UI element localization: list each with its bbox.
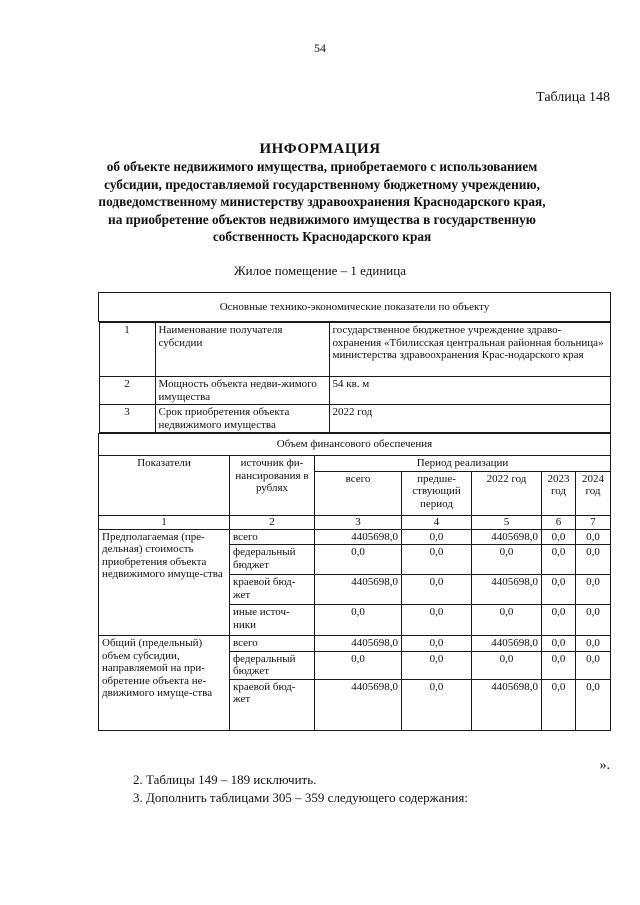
value-2022: 0,0 [472, 651, 542, 679]
value-2022: 0,0 [472, 545, 542, 575]
value-total: 0,0 [315, 545, 402, 575]
header-total: всего [315, 471, 402, 515]
subtitle-line: об объекте недвижимого имущества, приобретаемого с использованием [106, 159, 538, 174]
value-2022: 4405698,0 [472, 636, 542, 652]
source-cell: всего [230, 636, 315, 652]
column-number: 3 [315, 515, 402, 529]
value-previous: 0,0 [402, 651, 472, 679]
value-previous: 0,0 [402, 679, 472, 730]
column-number: 1 [99, 515, 230, 529]
header-2023: 2023 год [542, 471, 576, 515]
row-label: Срок приобретения объекта недвижимого имущества [155, 405, 329, 433]
value-2023: 0,0 [542, 545, 576, 575]
document-title: ИНФОРМАЦИЯ [259, 141, 381, 157]
table-label: Таблица 148 [536, 90, 610, 105]
header-indicators: Показатели [99, 456, 230, 516]
row-number: 2 [99, 377, 155, 405]
source-cell: федеральный бюджет [230, 651, 315, 679]
value-previous: 0,0 [402, 605, 472, 636]
value-2023: 0,0 [542, 605, 576, 636]
source-cell: федеральный бюджет [230, 545, 315, 575]
row-label: Наименование получателя субсидии [155, 323, 329, 377]
row-value: 2022 год [329, 405, 610, 433]
value-2022: 4405698,0 [472, 679, 542, 730]
value-previous: 0,0 [402, 636, 472, 652]
row-number: 1 [99, 323, 155, 377]
value-2024: 0,0 [576, 605, 611, 636]
value-previous: 0,0 [402, 529, 472, 545]
page-number: 54 [314, 41, 326, 55]
value-2023: 0,0 [542, 679, 576, 730]
value-total: 4405698,0 [315, 575, 402, 605]
value-total: 0,0 [315, 651, 402, 679]
value-2023: 0,0 [542, 529, 576, 545]
closing-quote-mark: ». [599, 758, 610, 773]
subtitle-line: собственность Краснодарского края [212, 229, 432, 244]
column-number-row [99, 515, 611, 529]
amendment-item-2: 2. Таблицы 149 – 189 исключить. [133, 772, 317, 787]
column-number: 2 [230, 515, 315, 529]
header-period: Период реализации [315, 456, 611, 472]
amendment-item-3: 3. Дополнить таблицами 305 – 359 следующего содержания: [133, 790, 468, 805]
section-title-funding: Объем финансового обеспечения [99, 434, 611, 456]
section-header-row [99, 293, 611, 322]
value-2024: 0,0 [576, 679, 611, 730]
value-2022: 0,0 [472, 605, 542, 636]
section-title-indicators: Основные технико-экономические показатели по объекту [99, 293, 611, 322]
column-number: 6 [542, 515, 576, 529]
unit-line: Жилое помещение – 1 единица [233, 263, 406, 278]
value-2023: 0,0 [542, 575, 576, 605]
row-value: государственное бюджетное учреждение здраво-охранения «Тбилисская центральная районная больница» министерства здравоохранения Крас-нодарского края [329, 323, 610, 377]
document-subtitle [92, 158, 552, 246]
row-label: Мощность объекта недви-жимого имущества [155, 377, 329, 405]
value-total: 4405698,0 [315, 529, 402, 545]
value-2023: 0,0 [542, 636, 576, 652]
source-cell: иные источ-ники [230, 605, 315, 636]
info-table [98, 292, 611, 731]
table-row [99, 529, 611, 545]
subtitle-line: субсидии, предоставляемой государственному бюджетному учреждению, [104, 176, 540, 192]
column-number: 4 [402, 515, 472, 529]
header-2024: 2024 год [576, 471, 611, 515]
table-row [99, 322, 611, 434]
value-2022: 4405698,0 [472, 575, 542, 605]
header-row [99, 456, 611, 472]
source-cell: всего [230, 529, 315, 545]
value-2024: 0,0 [576, 545, 611, 575]
header-source: источник фи-нансирования в рублях [230, 456, 315, 516]
table-row [99, 636, 611, 652]
value-2024: 0,0 [576, 651, 611, 679]
value-total: 4405698,0 [315, 636, 402, 652]
value-2022: 4405698,0 [472, 529, 542, 545]
group-label: Предполагаемая (пре-дельная) стоимость приобретения объекта недвижимого имуще-ства [99, 529, 230, 636]
column-number: 5 [472, 515, 542, 529]
header-2022: 2022 год [472, 471, 542, 515]
header-previous: предше-ствующий период [402, 471, 472, 515]
section-header-row [99, 434, 611, 456]
value-2024: 0,0 [576, 636, 611, 652]
value-2023: 0,0 [542, 651, 576, 679]
value-total: 4405698,0 [315, 679, 402, 730]
value-total: 0,0 [315, 605, 402, 636]
value-2024: 0,0 [576, 529, 611, 545]
source-cell: краевой бюд-жет [230, 679, 315, 730]
row-value: 54 кв. м [329, 377, 610, 405]
row-number: 3 [99, 405, 155, 433]
column-number: 7 [576, 515, 611, 529]
value-previous: 0,0 [402, 575, 472, 605]
value-2024: 0,0 [576, 575, 611, 605]
group-label: Общий (предельный) объем субсидии, направляемой на при-обретение объекта не-движимого имуще-ства [99, 636, 230, 731]
source-cell: краевой бюд-жет [230, 575, 315, 605]
value-previous: 0,0 [402, 545, 472, 575]
subtitle-line: подведомственному министерству здравоохранения Краснодарского края, [98, 194, 546, 209]
subtitle-line: на приобретение объектов недвижимого имущества в государственную [108, 211, 536, 227]
